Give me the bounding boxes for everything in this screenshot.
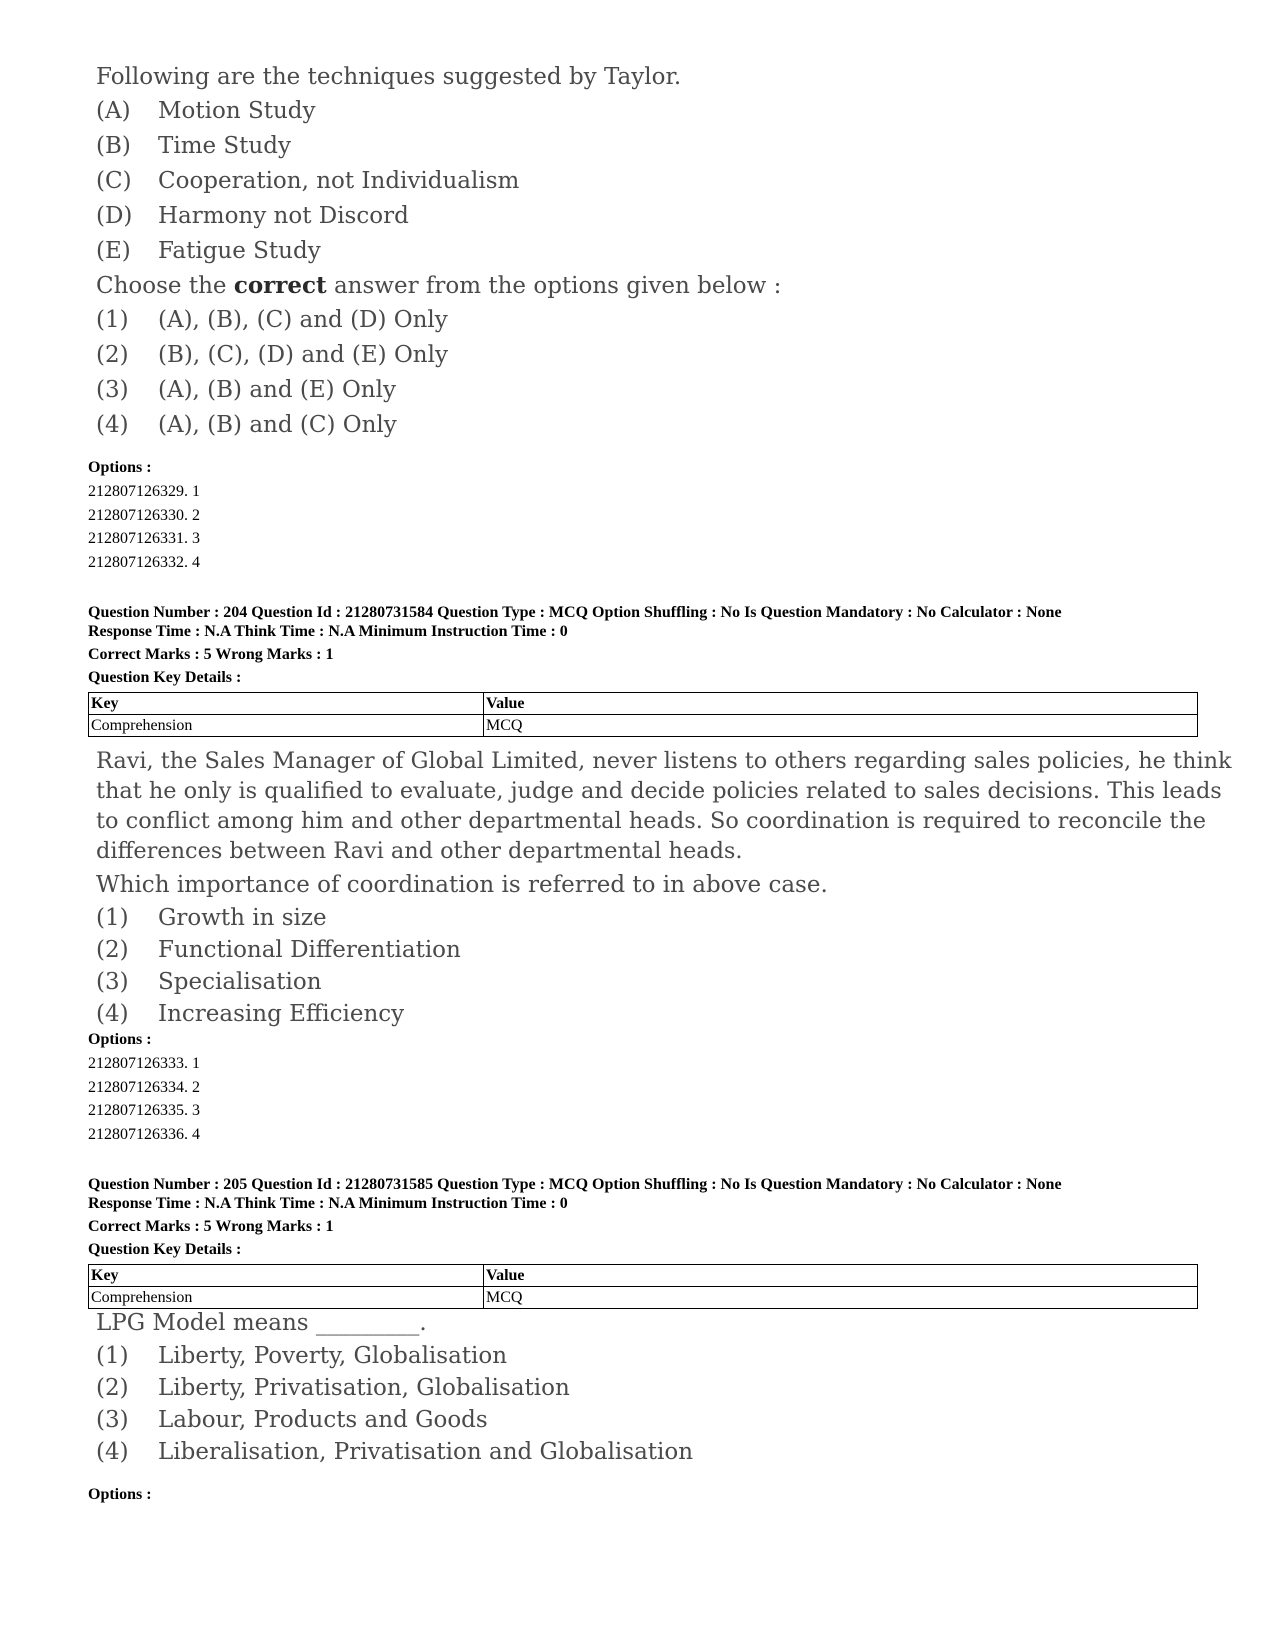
q203-choice [96,408,781,443]
choice-text: (B), (C), (D) and (E) Only [158,342,448,368]
choice-label: (3) [96,377,129,403]
table-header-value: Value [484,693,1198,715]
q204-question-image [96,746,1232,1030]
choice-label: (3) [96,1407,129,1433]
table-header-row [89,693,1198,715]
q203-options-list [88,480,200,574]
statement-text: Fatigue Study [158,238,321,264]
choose-pre: Choose the [96,273,234,299]
q203-question-image [96,60,781,443]
q204-question-text: Which importance of coordination is referred to in above case. [96,872,828,898]
q203-choose-instruction [96,269,781,303]
choose-post: answer from the options given below : [326,273,782,299]
q203-statement [96,129,781,164]
choice-text: Growth in size [158,905,327,931]
option-item: 212807126334. 2 [88,1078,200,1096]
q203-choice [96,338,781,373]
q203-statement [96,234,781,269]
q204-choice [96,934,1206,966]
statement-text: Cooperation, not Individualism [158,168,520,194]
q204-passage-line: that he only is qualified to evaluate, judge and decide policies related to sales decisions. This leads [96,778,1222,804]
option-item: 212807126329. 1 [88,483,200,500]
q205-question-text: LPG Model means _________. [96,1310,427,1336]
choice-text: (A), (B) and (E) Only [158,377,396,403]
q203-choice [96,303,781,338]
q204-choice [96,998,1206,1030]
choice-text: Specialisation [158,969,322,995]
option-item: 212807126335. 3 [88,1102,200,1120]
option-item: 212807126330. 2 [88,506,200,524]
choice-label: (3) [96,969,129,995]
table-header-key: Key [89,693,484,715]
q204-header-line1: Question Number : 204 Question Id : 21280731584 Question Type : MCQ Option Shuffling : No Is Question Mandatory : No Calculator : None [88,604,1062,621]
choice-label: (2) [96,937,129,963]
q204-passage-line: to conflict among him and other departmental heads. So coordination is required to reconcile the [96,808,1206,834]
q205-options-label: Options : [88,1486,152,1503]
q203-intro: Following are the techniques suggested by Taylor. [96,64,682,90]
table-row [89,715,1198,737]
q204-key-details-label: Question Key Details : [88,669,242,686]
q203-statement [96,164,781,199]
statement-label: (C) [96,168,132,194]
q205-header-line2: Response Time : N.A Think Time : N.A Minimum Instruction Time : 0 [88,1195,568,1212]
table-header-value: Value [484,1265,1198,1287]
q203-choice [96,373,781,408]
q205-key-table [88,1264,1198,1309]
q204-key-table [88,692,1198,737]
choice-text: (A), (B) and (C) Only [158,412,397,438]
q203-statement [96,94,781,129]
table-header-row [89,1265,1198,1287]
choice-label: (1) [96,1343,129,1369]
q205-key-details-label: Question Key Details : [88,1241,242,1258]
choose-bold: correct [233,272,327,299]
q204-passage-line: Ravi, the Sales Manager of Global Limited, never listens to others regarding sales policies, he think [96,748,1232,774]
table-cell-key: Comprehension [89,1287,484,1309]
table-cell-value: MCQ [484,1287,1198,1309]
option-item: 212807126331. 3 [88,530,200,548]
statement-text: Motion Study [158,98,316,124]
statement-label: (A) [96,98,131,124]
choice-text: Liberalisation, Privatisation and Globalisation [158,1439,694,1465]
statement-label: (D) [96,203,133,229]
choice-label: (4) [96,1001,129,1027]
q205-choice [96,1404,693,1436]
q204-passage-line: differences between Ravi and other departmental heads. [96,838,743,864]
option-item: 212807126336. 4 [88,1125,200,1143]
choice-text: Liberty, Poverty, Globalisation [158,1343,508,1369]
choice-label: (4) [96,412,129,438]
choice-text: Labour, Products and Goods [158,1407,488,1433]
q204-options-label: Options : [88,1031,152,1048]
q204-choice [96,902,1206,934]
statement-text: Harmony not Discord [158,203,409,229]
table-cell-key: Comprehension [89,715,484,737]
q205-choice [96,1340,693,1372]
statement-label: (E) [96,238,131,264]
choice-text: Functional Differentiation [158,937,461,963]
q203-statement [96,199,781,234]
choice-label: (2) [96,342,129,368]
table-cell-value: MCQ [484,715,1198,737]
statement-text: Time Study [158,133,291,159]
q204-header-line2: Response Time : N.A Think Time : N.A Minimum Instruction Time : 0 [88,623,568,640]
choice-label: (1) [96,905,129,931]
option-item: 212807126333. 1 [88,1055,200,1072]
option-item: 212807126332. 4 [88,553,200,571]
q205-question-image [96,1306,693,1468]
q204-options-list [88,1052,200,1146]
choice-text: Liberty, Privatisation, Globalisation [158,1375,570,1401]
statement-label: (B) [96,133,131,159]
q203-options-label: Options : [88,459,152,476]
choice-label: (1) [96,307,129,333]
choice-label: (4) [96,1439,129,1465]
choice-text: Increasing Efficiency [158,1001,405,1027]
q204-marks: Correct Marks : 5 Wrong Marks : 1 [88,646,334,663]
q205-choice [96,1436,693,1468]
choice-text: (A), (B), (C) and (D) Only [158,307,448,333]
table-header-key: Key [89,1265,484,1287]
q205-marks: Correct Marks : 5 Wrong Marks : 1 [88,1218,334,1235]
choice-label: (2) [96,1375,129,1401]
q204-choice [96,966,1206,998]
q205-choice [96,1372,693,1404]
q205-header-line1: Question Number : 205 Question Id : 21280731585 Question Type : MCQ Option Shuffling : No Is Question Mandatory : No Calculator : None [88,1176,1062,1193]
